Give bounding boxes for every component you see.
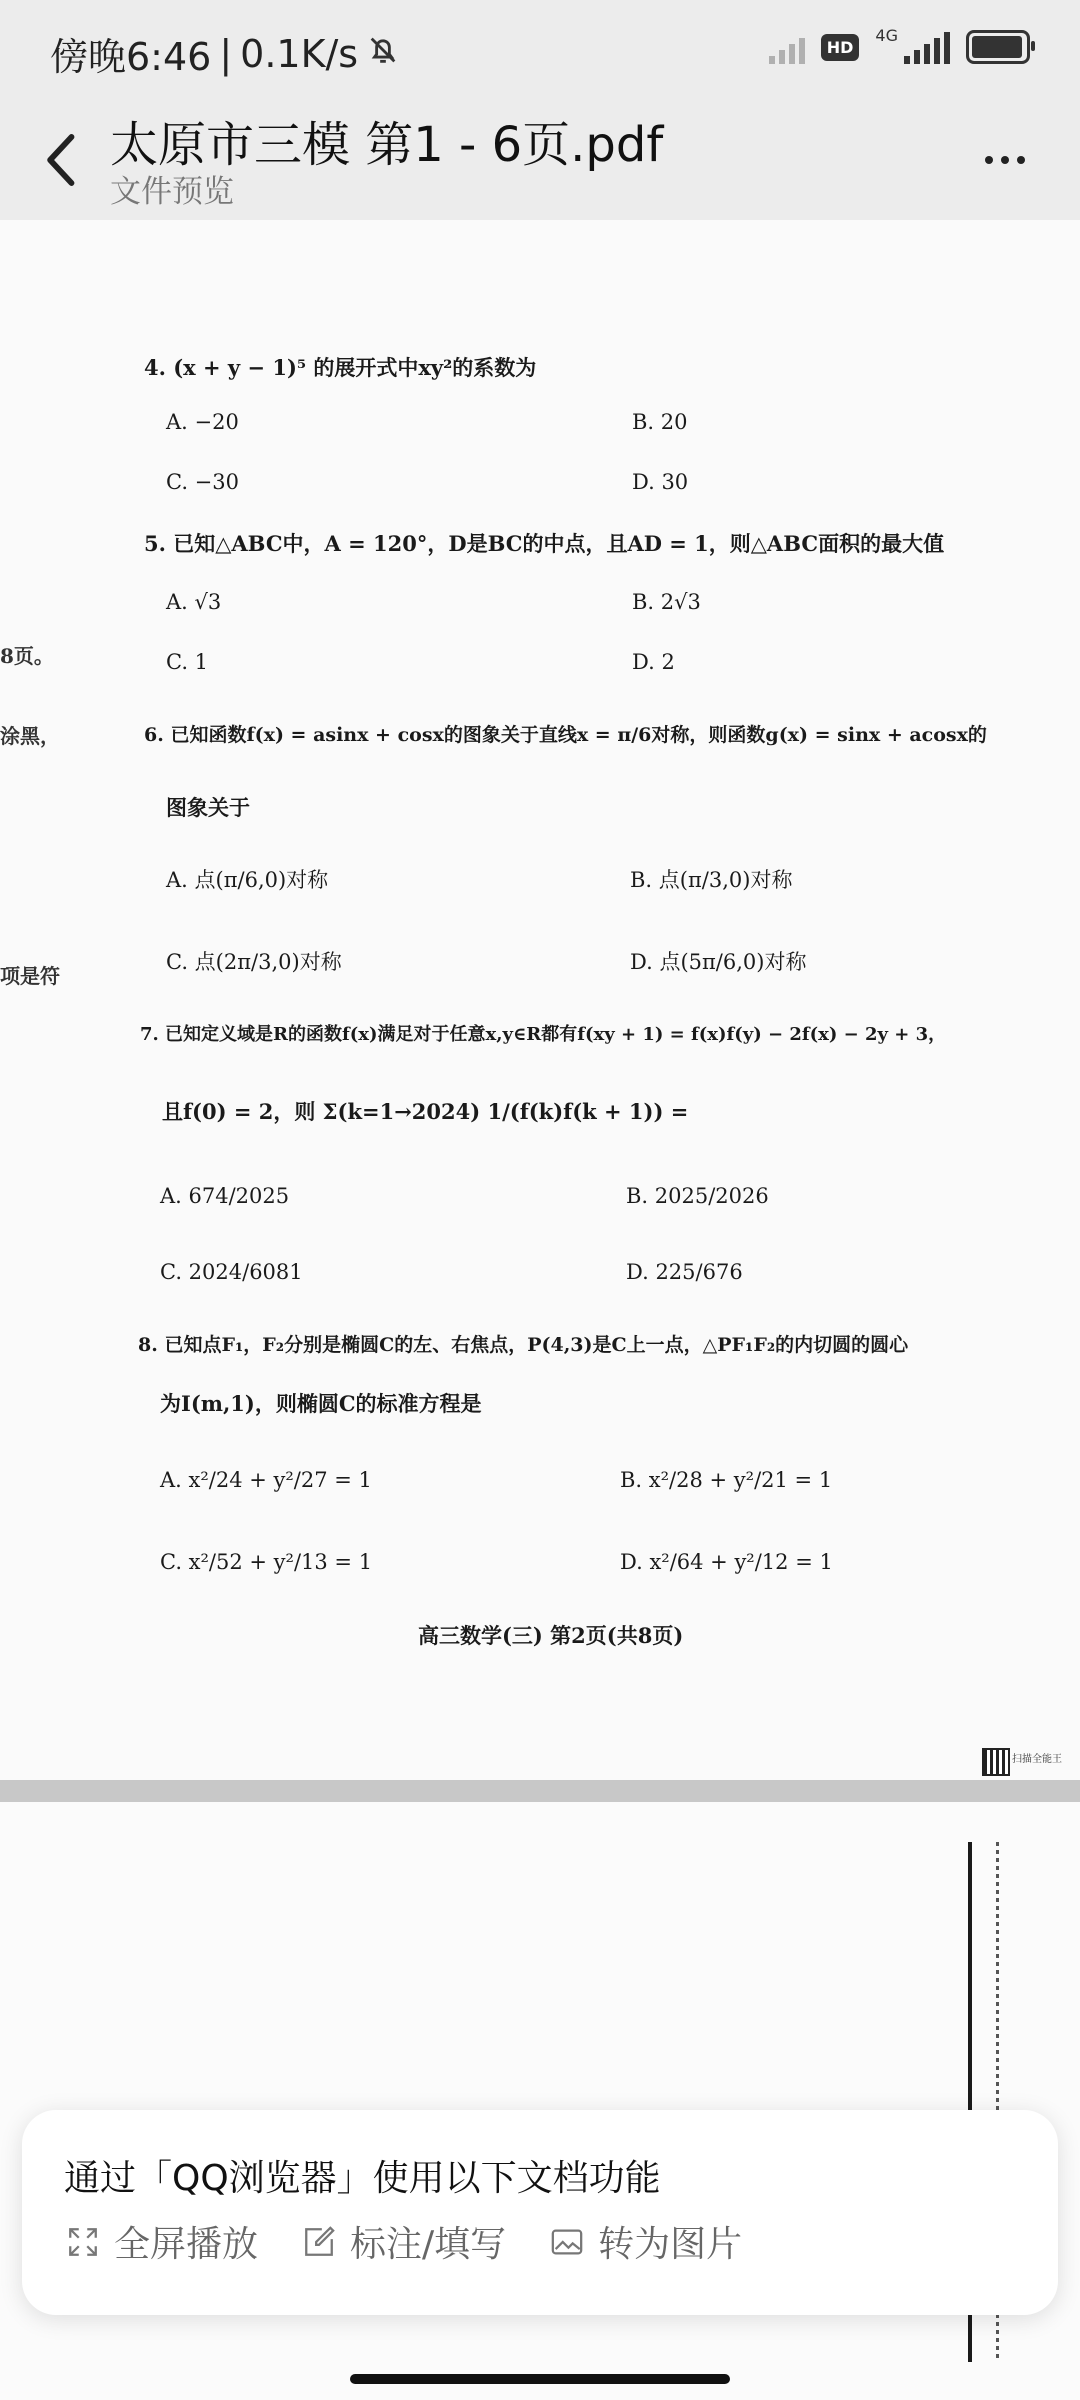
page-separator: [0, 1780, 1080, 1802]
status-left: [50, 26, 400, 81]
question-5-option: D. 2: [632, 650, 675, 674]
question-8-stem: 8. 已知点F₁，F₂分别是椭圆C的左、右焦点，P(4,3)是C上一点，△PF₁F₂的内切圆的圆心: [138, 1334, 909, 1356]
scanner-watermark: 扫描全能王: [1012, 1754, 1062, 1765]
page-footer: 高三数学(三) 第2页(共8页): [418, 1623, 684, 1648]
question-8-stem-cont: 为I(m,1)，则椭圆C的标准方程是: [160, 1391, 482, 1416]
question-6-stem-cont: 图象关于: [166, 795, 250, 820]
question-6-option: C. 点(2π/3,0)对称: [166, 950, 342, 974]
annotate-fill-label: 标注/填写: [350, 2224, 507, 2265]
signal-weak-icon: [769, 30, 805, 64]
margin-note: 8页。: [0, 644, 54, 668]
convert-to-image-label: 转为图片: [598, 2224, 743, 2265]
question-8-option: B. x²/28 + y²/21 = 1: [620, 1468, 833, 1492]
sheet-title: 通过「QQ浏览器」使用以下文档功能: [64, 2158, 661, 2199]
status-separator: |: [219, 31, 233, 76]
question-4-stem: 4. (x + y − 1)⁵ 的展开式中xy²的系数为: [144, 355, 537, 380]
status-right: [769, 25, 1030, 64]
question-7-stem: 7. 已知定义域是R的函数f(x)满足对于任意x,y∈R都有f(xy + 1) = f(x)f(y) − 2f(x) − 2y + 3，: [140, 1024, 947, 1045]
mute-bell-icon: [366, 32, 400, 76]
question-5-option: B. 2√3: [632, 590, 701, 614]
question-5-option: C. 1: [166, 650, 209, 674]
margin-note: 项是符: [0, 964, 60, 988]
qq-browser-feature-sheet: [22, 2110, 1058, 2315]
dot-icon: [1001, 156, 1009, 164]
dot-icon: [985, 156, 993, 164]
question-5-stem: 5. 已知△ABC中，A = 120°，D是BC的中点，且AD = 1，则△ABC面积的最大值: [144, 531, 945, 556]
question-4-option: C. −30: [166, 470, 239, 494]
dot-icon: [1017, 156, 1025, 164]
document-title: 太原市三模 第1 - 6页.pdf: [110, 117, 664, 173]
title-bar: [0, 100, 1080, 220]
question-6-stem: 6. 已知函数f(x) = asinx + cosx的图象关于直线x = π/6对称，则函数g(x) = sinx + acosx的: [144, 724, 987, 746]
annotate-fill-button[interactable]: [302, 2216, 506, 2267]
battery-level: [972, 36, 1022, 58]
question-8-option: D. x²/64 + y²/12 = 1: [620, 1550, 833, 1574]
question-7-option: B. 2025/2026: [626, 1184, 769, 1208]
question-7-option: A. 674/2025: [160, 1184, 290, 1208]
back-button[interactable]: [30, 120, 90, 200]
question-4-option: B. 20: [632, 410, 688, 434]
signal-strong-icon: [904, 30, 950, 64]
question-5-option: A. √3: [166, 590, 222, 614]
network-speed: 0.1K/s: [240, 31, 359, 76]
convert-to-image-button[interactable]: [550, 2216, 742, 2267]
qr-code-icon: [982, 1748, 1010, 1776]
question-6-option: A. 点(π/6,0)对称: [166, 868, 329, 892]
status-bar: [0, 0, 1080, 100]
battery-icon: [966, 30, 1030, 64]
edit-icon: [302, 2225, 336, 2259]
home-indicator[interactable]: [350, 2374, 730, 2384]
question-4-option: D. 30: [632, 470, 689, 494]
margin-note: 涂黑，: [0, 724, 60, 748]
network-type: 4G: [875, 25, 898, 45]
question-8-option: C. x²/52 + y²/13 = 1: [160, 1550, 373, 1574]
question-6-option: D. 点(5π/6,0)对称: [630, 950, 807, 974]
document-subtitle: 文件预览: [110, 174, 234, 210]
question-6-option: B. 点(π/3,0)对称: [630, 868, 793, 892]
chevron-left-icon: [43, 132, 77, 188]
question-7-option: C. 2024/6081: [160, 1260, 303, 1284]
question-7-option: D. 225/676: [626, 1260, 743, 1284]
sheet-actions: [66, 2216, 742, 2267]
fullscreen-play-button[interactable]: [66, 2216, 258, 2267]
status-time: 傍晚6:46: [50, 35, 212, 79]
fullscreen-play-label: 全屏播放: [114, 2224, 259, 2265]
more-options-button[interactable]: [970, 140, 1040, 180]
image-icon: [550, 2225, 584, 2259]
fullscreen-icon: [66, 2225, 100, 2259]
document-page[interactable]: [0, 220, 1080, 1780]
question-7-stem-cont: 且f(0) = 2，则 Σ(k=1→2024) 1/(f(k)f(k + 1)) =: [162, 1099, 689, 1124]
question-8-option: A. x²/24 + y²/27 = 1: [160, 1468, 372, 1492]
hd-badge: HD: [821, 34, 860, 61]
question-4-option: A. −20: [166, 410, 239, 434]
